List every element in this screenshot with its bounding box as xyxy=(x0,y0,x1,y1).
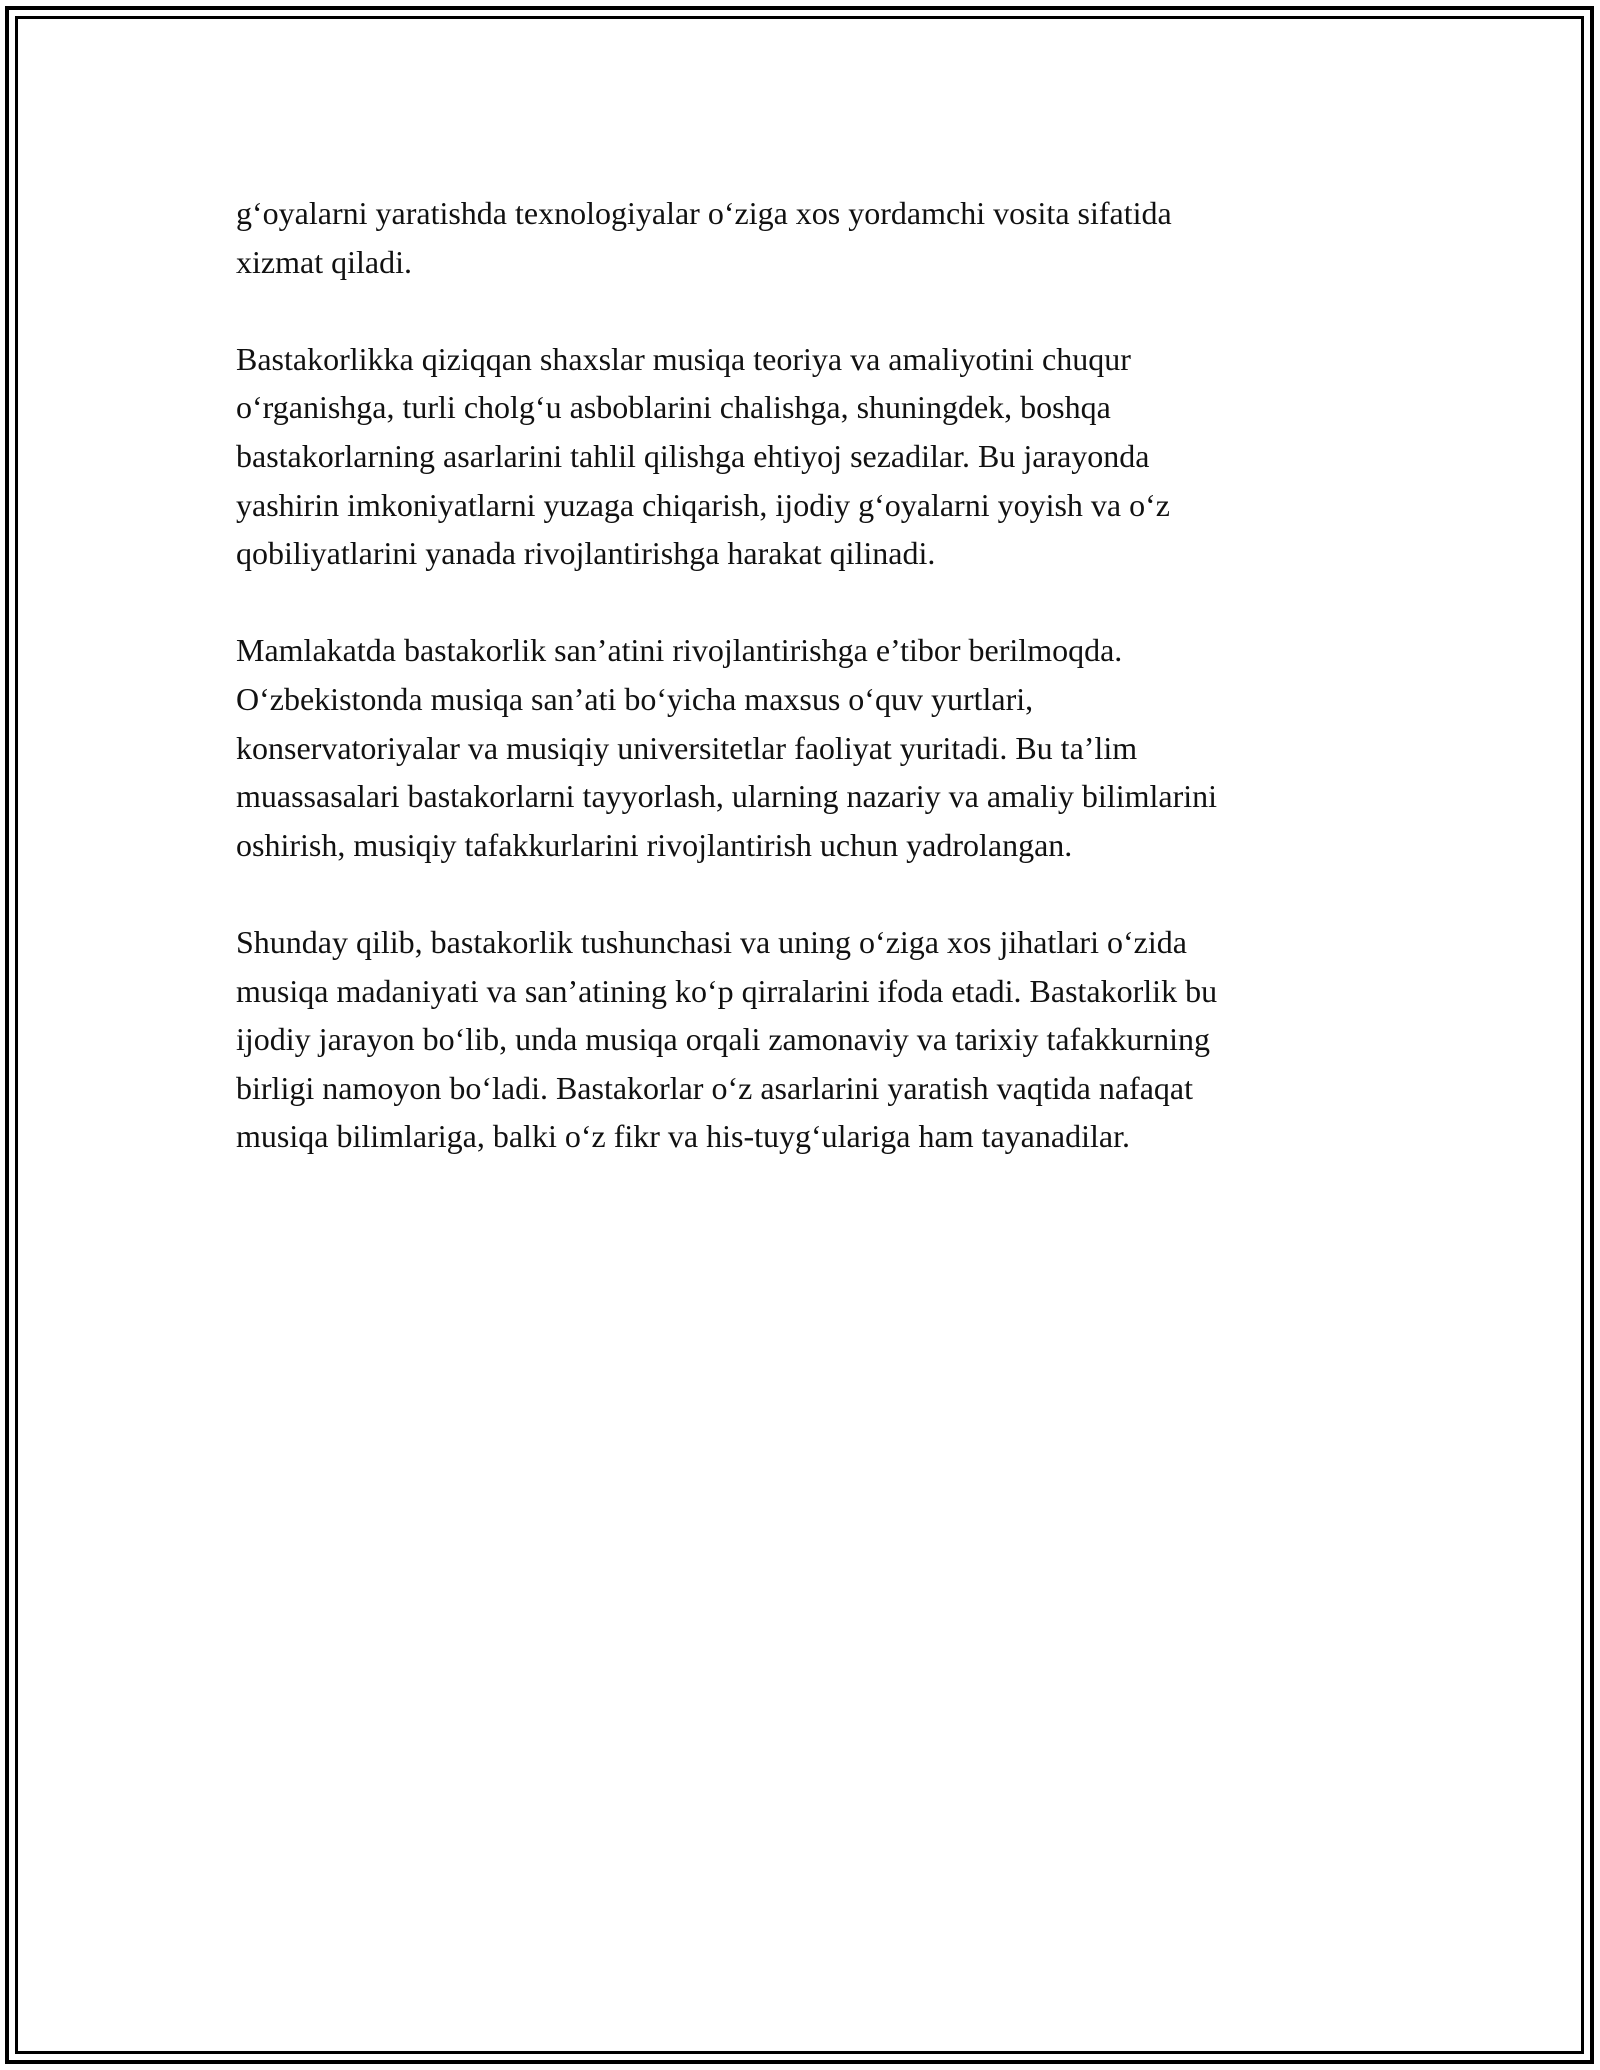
text-line: musiqa bilimlariga, balki o‘z fikr va his-tuyg‘ulariga ham tayanadilar. xyxy=(236,1118,1130,1155)
text-line: ijodiy jarayon bo‘lib, unda musiqa orqali zamonaviy va tarixiy tafakkurning xyxy=(236,1021,1210,1058)
text-line: qobiliyatlarini yanada rivojlantirishga harakat qilinadi. xyxy=(236,535,936,572)
text-line: Bastakorlikka qiziqqan shaxslar musiqa teoriya va amaliyotini chuqur xyxy=(236,340,1131,377)
text-line: oshirish, musiqiy tafakkurlarini rivojlantirish uchun yadrolangan. xyxy=(236,826,1073,863)
document-body xyxy=(236,189,1386,1209)
paragraph-2 xyxy=(236,335,1386,578)
paragraph-4 xyxy=(236,918,1386,1161)
text-line: Mamlakatda bastakorlik san’atini rivojlantirishga e’tibor berilmoqda. xyxy=(236,632,1123,669)
text-line: birligi namoyon bo‘ladi. Bastakorlar o‘z asarlarini yaratish vaqtida nafaqat xyxy=(236,1069,1193,1106)
text-line: yashirin imkoniyatlarni yuzaga chiqarish, ijodiy g‘oyalarni yoyish va o‘z xyxy=(236,486,1170,523)
paragraph-1 xyxy=(236,189,1386,286)
text-line: konservatoriyalar va musiqiy universitetlar faoliyat yuritadi. Bu ta’lim xyxy=(236,729,1138,766)
text-line: bastakorlarning asarlarini tahlil qilishga ehtiyoj sezadilar. Bu jarayonda xyxy=(236,437,1150,474)
paragraph-3 xyxy=(236,626,1386,869)
text-line: muassasalari bastakorlarni tayyorlash, ularning nazariy va amaliy bilimlarini xyxy=(236,778,1218,815)
text-line: Shunday qilib, bastakorlik tushunchasi va uning o‘ziga xos jihatlari o‘zida xyxy=(236,923,1187,960)
text-line: O‘zbekistonda musiqa san’ati bo‘yicha maxsus o‘quv yurtlari, xyxy=(236,680,1034,717)
text-line: xizmat qiladi. xyxy=(236,243,412,280)
text-line: o‘rganishga, turli cholg‘u asboblarini chalishga, shuningdek, boshqa xyxy=(236,389,1111,426)
text-line: musiqa madaniyati va san’atining ko‘p qirralarini ifoda etadi. Bastakorlik bu xyxy=(236,972,1218,1009)
text-line: g‘oyalarni yaratishda texnologiyalar o‘ziga xos yordamchi vosita sifatida xyxy=(236,195,1172,231)
